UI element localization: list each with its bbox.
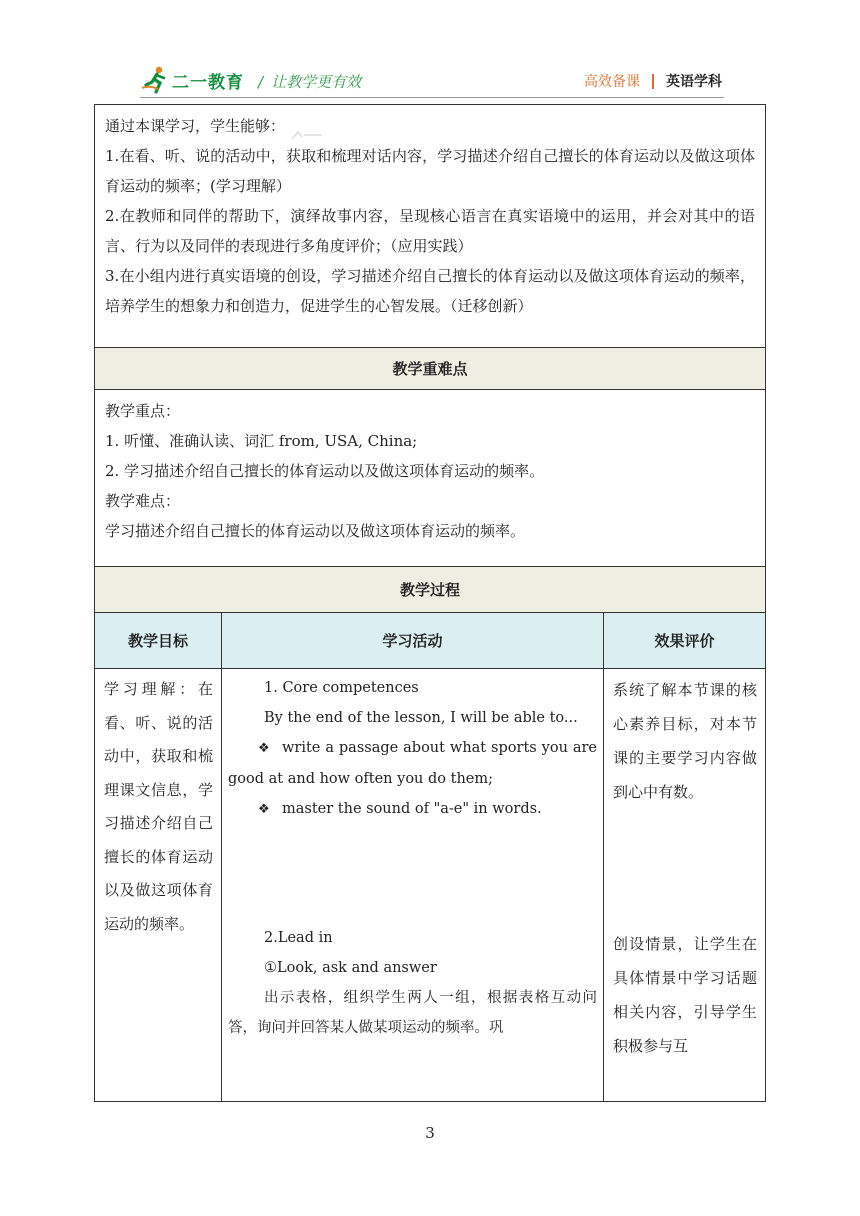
page-header [0, 0, 860, 100]
logo-text: 二一教育 [172, 72, 244, 93]
tag-divider [652, 74, 654, 89]
key-points-heading: 教学重难点 [95, 348, 765, 390]
difficulty-label: 教学难点： [105, 492, 181, 510]
activity-2-sub: ①Look, ask and answer [264, 960, 437, 976]
activity-2-desc: 出示表格，组织学生两人一组，根据表格互动问答，询问并回答某人做某项运动的频率。巩 [228, 990, 597, 1036]
header-tags [584, 71, 722, 91]
objectives-cell [95, 105, 765, 348]
focus-item-1: 1. 听懂、准确认读、词汇 from, USA, China; [105, 432, 418, 450]
diamond-bullet-icon: ❖ [258, 802, 270, 817]
activity-1-bullet-1: ❖ write a passage about what sports you are good at and how often you do them; [228, 733, 597, 794]
evaluation-1: 系统了解本节课的核心素养目标，对本节课的主要学习内容做到心中有数。 [613, 681, 757, 801]
objective-item-1: 1.在看、听、说的活动中，获取和梳理对话内容，学习描述介绍自己擅长的体育运动以及做这项体育运动的频率；(学习理解） [105, 147, 755, 195]
activity-1-lead: By the end of the lesson, I will be able to... [264, 710, 578, 726]
objective-item-2: 2.在教师和同伴的帮助下，演绎故事内容，呈现核心语言在真实语境中的运用，并会对其中的语言、行为以及同伴的表现进行多角度评价；（应用实践） [105, 207, 755, 255]
objective-item-3: 3.在小组内进行真实语境的创设，学习描述介绍自己擅长的体育运动以及做这项体育运动的频率，培养学生的想象力和创造力，促进学生的心智发展。（迁移创新） [105, 267, 755, 315]
runner-logo-icon [140, 65, 170, 95]
focus-label: 教学重点： [105, 402, 181, 420]
activity-cell [222, 669, 604, 1101]
watermark-icon [290, 121, 324, 133]
column-header-evaluation: 效果评价 [654, 632, 715, 650]
objectives-intro: 通过本课学习，学生能够： [105, 117, 286, 135]
process-heading: 教学过程 [95, 567, 765, 613]
slogan: / 让教学更有效 [258, 73, 362, 91]
tag-subject: 英语学科 [666, 74, 722, 90]
difficulty-text: 学习描述介绍自己擅长的体育运动以及做这项体育运动的频率。 [105, 522, 526, 540]
process-column-headers [95, 613, 765, 669]
evaluation-2: 创设情景，让学生在具体情景中学习话题相关内容，引导学生积极参与互 [613, 935, 757, 1055]
activity-2-title: 2.Lead in [264, 930, 333, 946]
slogan-text: 让教学更有效 [271, 73, 362, 91]
logo [140, 64, 244, 96]
activity-1-bullet-2: ❖ master the sound of "a-e" in words. [228, 794, 597, 825]
header-rule [140, 97, 724, 98]
lesson-table [94, 104, 766, 1102]
diamond-bullet-icon: ❖ [258, 741, 270, 756]
goal-cell: 学习理解：在看、听、说的活动中，获取和梳理课文信息，学习描述介绍自己擅长的体育运动以及做这项体育运动的频率。 [95, 669, 222, 1101]
focus-item-2: 2. 学习描述介绍自己擅长的体育运动以及做这项体育运动的频率。 [105, 462, 545, 480]
tag-efficient-prep: 高效备课 [584, 74, 640, 90]
evaluation-cell [604, 669, 765, 1101]
process-row [95, 669, 765, 1101]
activity-1-title: 1. Core competences [264, 680, 419, 696]
key-points-cell [95, 390, 765, 567]
column-header-activity: 学习活动 [222, 613, 604, 668]
page-number: 3 [425, 1124, 435, 1142]
column-header-goal: 教学目标 [95, 613, 222, 668]
